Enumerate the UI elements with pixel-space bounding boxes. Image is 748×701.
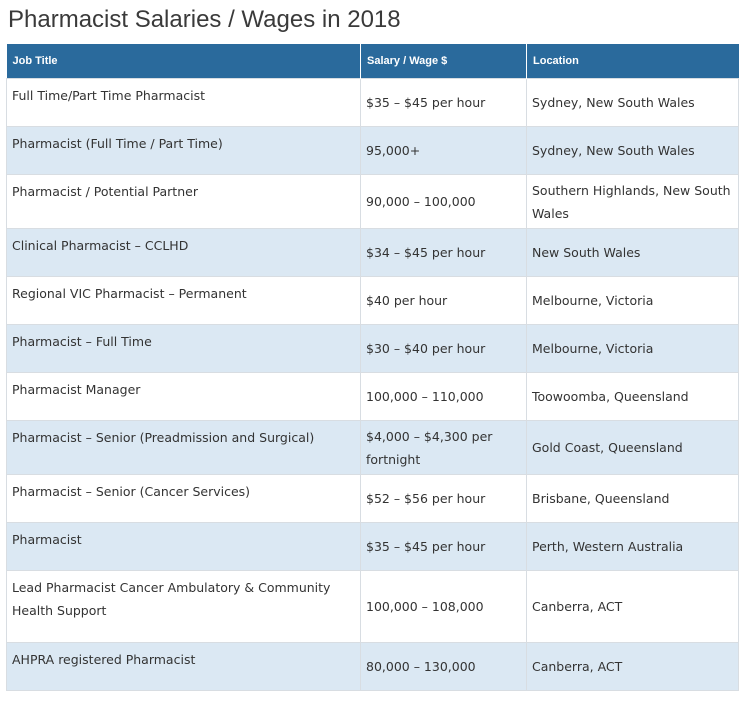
column-header-location: Location bbox=[527, 44, 739, 79]
cell-location: Sydney, New South Wales bbox=[527, 127, 739, 175]
page-title: Pharmacist Salaries / Wages in 2018 bbox=[8, 6, 401, 33]
table-row bbox=[7, 325, 739, 373]
table-row bbox=[7, 571, 739, 643]
column-header-job-title: Job Title bbox=[7, 44, 361, 79]
cell-salary: $30 – $40 per hour bbox=[361, 325, 527, 373]
table-row bbox=[7, 475, 739, 523]
cell-salary: $40 per hour bbox=[361, 277, 527, 325]
cell-location: Canberra, ACT bbox=[527, 571, 739, 643]
cell-job-title: Pharmacist – Full Time bbox=[7, 325, 361, 373]
cell-job-title: Lead Pharmacist Cancer Ambulatory & Community Health Support bbox=[7, 571, 361, 643]
cell-salary: 90,000 – 100,000 bbox=[361, 175, 527, 229]
cell-salary: 80,000 – 130,000 bbox=[361, 643, 527, 691]
cell-job-title: Pharmacist – Senior (Preadmission and Surgical) bbox=[7, 421, 361, 475]
cell-salary: $34 – $45 per hour bbox=[361, 229, 527, 277]
cell-job-title: Pharmacist – Senior (Cancer Services) bbox=[7, 475, 361, 523]
cell-location: Perth, Western Australia bbox=[527, 523, 739, 571]
table-header-row bbox=[7, 44, 739, 79]
cell-location: Sydney, New South Wales bbox=[527, 79, 739, 127]
table-row bbox=[7, 229, 739, 277]
column-header-salary: Salary / Wage $ bbox=[361, 44, 527, 79]
cell-location: Canberra, ACT bbox=[527, 643, 739, 691]
table-row bbox=[7, 127, 739, 175]
cell-location: Gold Coast, Queensland bbox=[527, 421, 739, 475]
cell-job-title: Pharmacist bbox=[7, 523, 361, 571]
cell-salary: 95,000+ bbox=[361, 127, 527, 175]
cell-salary: $35 – $45 per hour bbox=[361, 523, 527, 571]
cell-salary: $4,000 – $4,300 per fortnight bbox=[361, 421, 527, 475]
cell-salary: $35 – $45 per hour bbox=[361, 79, 527, 127]
cell-job-title: Clinical Pharmacist – CCLHD bbox=[7, 229, 361, 277]
cell-location: Toowoomba, Queensland bbox=[527, 373, 739, 421]
cell-job-title: Pharmacist Manager bbox=[7, 373, 361, 421]
cell-job-title: Regional VIC Pharmacist – Permanent bbox=[7, 277, 361, 325]
salary-table bbox=[6, 44, 739, 691]
table-row bbox=[7, 421, 739, 475]
cell-location: Melbourne, Victoria bbox=[527, 325, 739, 373]
table-row bbox=[7, 373, 739, 421]
cell-location: Brisbane, Queensland bbox=[527, 475, 739, 523]
cell-salary: 100,000 – 110,000 bbox=[361, 373, 527, 421]
cell-salary: 100,000 – 108,000 bbox=[361, 571, 527, 643]
table-row bbox=[7, 175, 739, 229]
cell-salary: $52 – $56 per hour bbox=[361, 475, 527, 523]
cell-job-title: Pharmacist (Full Time / Part Time) bbox=[7, 127, 361, 175]
table-row bbox=[7, 523, 739, 571]
cell-location: Melbourne, Victoria bbox=[527, 277, 739, 325]
cell-location: New South Wales bbox=[527, 229, 739, 277]
table-row bbox=[7, 79, 739, 127]
cell-job-title: Pharmacist / Potential Partner bbox=[7, 175, 361, 229]
table-row bbox=[7, 277, 739, 325]
cell-job-title: Full Time/Part Time Pharmacist bbox=[7, 79, 361, 127]
cell-job-title: AHPRA registered Pharmacist bbox=[7, 643, 361, 691]
cell-location: Southern Highlands, New South Wales bbox=[527, 175, 739, 229]
table-row bbox=[7, 643, 739, 691]
